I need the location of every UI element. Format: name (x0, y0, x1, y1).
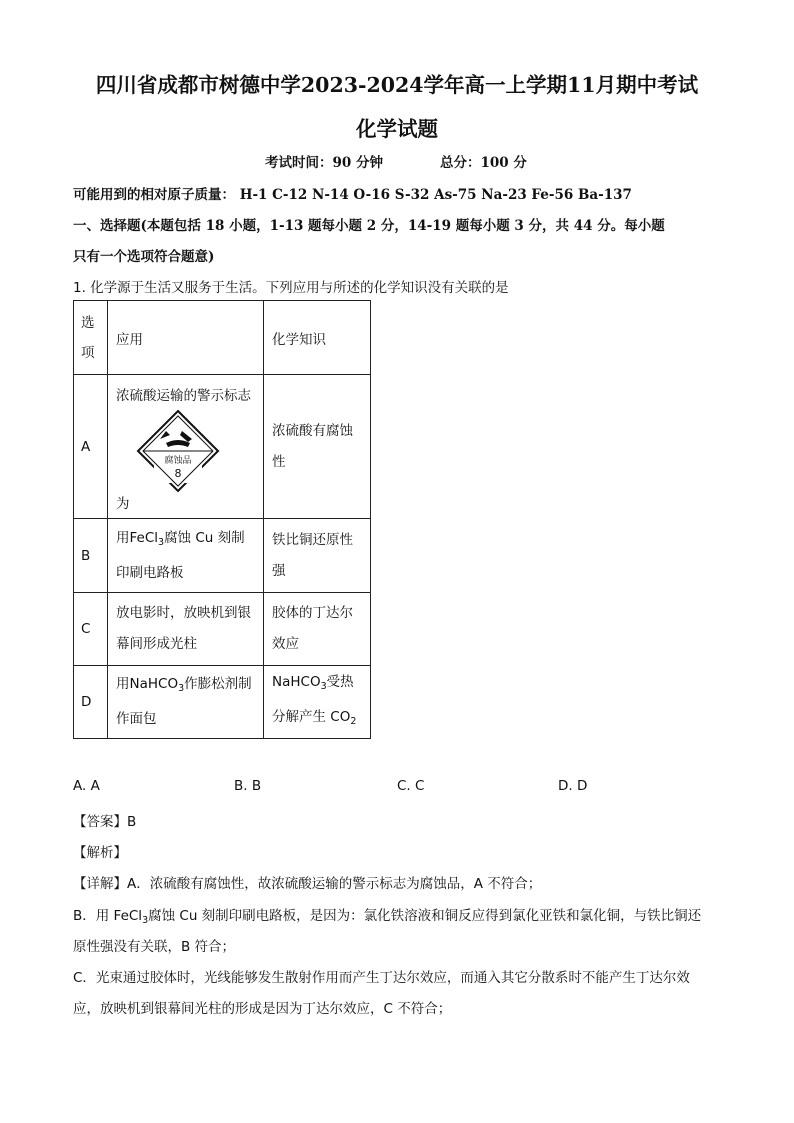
row-d-app-sub: 3 (178, 683, 185, 694)
header-knowledge: 化学知识 (264, 301, 371, 375)
document-title: 四川省成都市树德中学2023-2024学年高一上学期11月期中考试 (95, 73, 699, 97)
header-application: 应用 (108, 301, 264, 375)
choice-b: B. B (234, 778, 262, 794)
detail-b1-post: 腐蚀 Cu 刻制印刷电路板，是因为：氯化铁溶液和铜反应得到氯化亚铁和氯化铜，与铁比铜还 (148, 908, 702, 924)
row-d-know-line1 (272, 667, 362, 702)
row-a-know-line1: 浓硫酸有腐蚀 (272, 422, 353, 439)
sign-text: 腐蚀品 (164, 456, 192, 466)
detail-label: 【详解】 (73, 876, 127, 892)
detail-line-a (73, 872, 541, 892)
row-b-app-line2: 印刷电路板 (116, 564, 184, 581)
choice-d: D. D (558, 778, 588, 794)
row-d-know-line2 (272, 702, 362, 737)
row-b-know-line1: 铁比铜还原性 (272, 531, 353, 548)
row-d-know-post: 受热 (326, 674, 354, 690)
answer-value: B (127, 814, 137, 830)
table-row-d (74, 666, 371, 739)
row-b-knowledge (264, 519, 371, 593)
answer-line (73, 810, 136, 830)
question-stem: 1. 化学源于生活又服务于生活。下列应用与所述的化学知识没有关联的是 (73, 280, 509, 296)
row-c-know-line2: 效应 (272, 636, 299, 652)
row-d-know-pre: NaHCO (272, 674, 321, 690)
document-subtitle: 化学试题 (356, 117, 438, 141)
row-b-app-sub: 3 (158, 536, 165, 548)
detail-a-text: A．浓硫酸有腐蚀性，故浓硫酸运输的警示标志为腐蚀品，A 不符合； (127, 876, 542, 892)
header-option-line1: 选 (81, 314, 95, 331)
table-row-c (74, 593, 371, 666)
row-b-app-pre: 用FeCl (116, 529, 159, 546)
choice-a: A. A (73, 778, 100, 794)
row-a-application (108, 375, 264, 519)
atomic-masses: 可能用到的相对原子质量： H-1 C-12 N-14 O-16 S-32 As-75 Na-23 Fe-56 Ba-137 (73, 187, 632, 203)
row-d-know-line2-pre: 分解产生 CO (272, 709, 351, 725)
row-a-knowledge (264, 375, 371, 519)
row-a-know-line2: 性 (272, 453, 286, 470)
choice-c: C. C (397, 778, 425, 794)
table-header-row (74, 301, 371, 375)
header-option (74, 301, 108, 375)
row-b-application (108, 519, 264, 593)
corrosive-sign (116, 409, 255, 495)
row-c-application (108, 593, 264, 666)
detail-b1-sub: 3 (142, 915, 149, 926)
row-d-app-line2: 作面包 (116, 711, 157, 727)
row-c-option: C (74, 593, 108, 666)
detail-line-c2: 应，放映机到银幕间光柱的形成是因为丁达尔效应，C 不符合； (73, 1001, 452, 1017)
row-d-knowledge (264, 666, 371, 739)
analysis-label: 【解析】 (73, 845, 127, 861)
row-a-app-line2: 为 (116, 496, 130, 512)
table-row-a (74, 375, 371, 519)
row-b-app-post: 腐蚀 Cu 刻制 (164, 529, 245, 546)
row-d-app-pre: 用NaHCO (116, 676, 179, 692)
detail-line-b2: 原性强没有关联，B 符合； (73, 939, 236, 955)
row-d-option: D (74, 666, 108, 739)
detail-line-c1: C．光束通过胶体时，光线能够发生散射作用而产生丁达尔效应，而通入其它分散系时不能产生丁达尔效 (73, 970, 690, 986)
row-a-option: A (74, 375, 108, 519)
row-b-option: B (74, 519, 108, 593)
row-b-know-line2: 强 (272, 562, 286, 579)
exam-time: 考试时间：90 分钟 (265, 155, 383, 171)
section-heading: 一、选择题(本题包括 18 小题，1-13 题每小题 2 分，14-19 题每小题 3 分，共 44 分。每小题 (73, 218, 665, 234)
row-c-know-line1: 胶体的丁达尔 (272, 605, 353, 621)
row-d-application (108, 666, 264, 739)
row-d-app-line1 (116, 669, 255, 704)
row-d-know-line2-sub: 2 (350, 716, 357, 727)
row-a-app-line1: 浓硫酸运输的警示标志 (116, 388, 251, 404)
question-table (73, 300, 371, 739)
corrosive-hazard-icon (136, 409, 220, 493)
row-c-app-line1: 放电影时，放映机到银 (116, 605, 251, 621)
table-row-b (74, 519, 371, 593)
detail-b1-pre: B．用 FeCl (73, 908, 143, 924)
total-score: 总分：100 分 (440, 155, 527, 171)
row-b-app-line1 (116, 523, 255, 558)
sign-number: 8 (174, 467, 182, 480)
row-c-app-line2: 幕间形成光柱 (116, 636, 197, 652)
detail-line-b1 (73, 904, 701, 926)
answer-label: 【答案】 (73, 814, 127, 830)
row-d-app-post: 作膨松剂制 (184, 676, 252, 692)
header-option-line2: 项 (81, 344, 95, 361)
row-c-knowledge (264, 593, 371, 666)
section-heading-cont: 只有一个选项符合题意) (73, 249, 215, 265)
row-d-know-sub: 3 (320, 681, 327, 692)
